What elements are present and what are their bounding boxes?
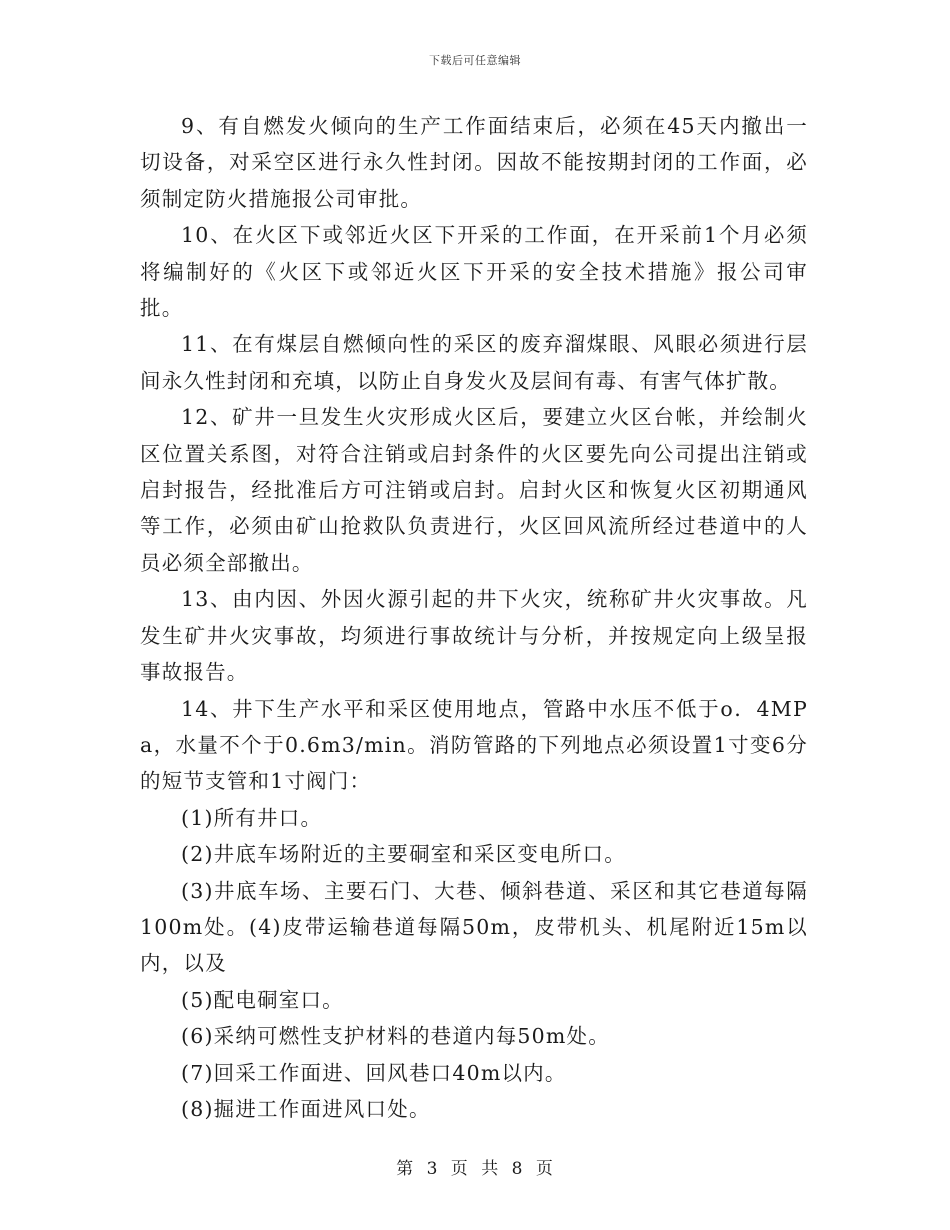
- paragraph-item-9: 9、有自燃发火倾向的生产工作面结束后，必须在45天内撤出一切设备，对采空区进行永久性封闭。因故不能按期封闭的工作面，必须制定防火措施报公司审批。: [140, 114, 808, 211]
- list-item-1: (1)所有井口。: [181, 805, 323, 830]
- list-item-2: (2)井底车场附近的主要硐室和采区变电所口。: [181, 842, 626, 867]
- paragraph-item-10: 10、在火区下或邻近火区下开采的工作面，在开采前1个月必须将编制好的《火区下或邻近火区下开采的安全技术措施》报公司审批。: [140, 223, 808, 321]
- list-item-7: (7)回采工作面进、回风巷口40m以内。: [181, 1060, 567, 1085]
- paragraph-item-12: 12、矿井一旦发生火灾形成火区后，要建立火区台帐，并绘制火区位置关系图，对符合注销或启封条件的火区要先向公司提出注销或启封报告，经批准后方可注销或启封。启封火区和恢复火区初期通风等工作，必须由矿山抢救队负责进行，火区回风流所经过巷道中的人员必须全部撤出。: [140, 405, 808, 575]
- list-item-3-4: (3)井底车场、主要石门、大巷、倾斜巷道、采区和其它巷道每隔100m处。(4)皮带运输巷道每隔50m，皮带机头、机尾附近15m以内，以及: [140, 878, 808, 976]
- paragraph-item-11: 11、在有煤层自燃倾向性的采区的废弃溜煤眼、风眼必须进行层间永久性封闭和充填，以防止自身发火及层间有毒、有害气体扩散。: [140, 332, 808, 393]
- page-header-note: 下载后可任意编辑: [429, 54, 521, 67]
- list-item-6: (6)采纳可燃性支护材料的巷道内每50m处。: [181, 1024, 610, 1049]
- list-item-5: (5)配电硐室口。: [181, 987, 344, 1012]
- paragraph-item-14: 14、井下生产水平和采区使用地点，管路中水压不低于o．4MPa，水量不个于0.6m3/min。消防管路的下列地点必须设置1寸变6分的短节支管和1寸阀门：: [140, 696, 808, 794]
- paragraph-item-13: 13、由内因、外因火源引起的井下火灾，统称矿井火灾事故。凡发生矿井火灾事故，均须进行事故统计与分析，并按规定向上级呈报事故报告。: [140, 587, 808, 685]
- document-body: [140, 108, 808, 1127]
- page-number-footer: 第 3 页 共 8 页: [396, 1159, 554, 1179]
- list-item-8: (8)掘进工作面进风口处。: [181, 1096, 431, 1121]
